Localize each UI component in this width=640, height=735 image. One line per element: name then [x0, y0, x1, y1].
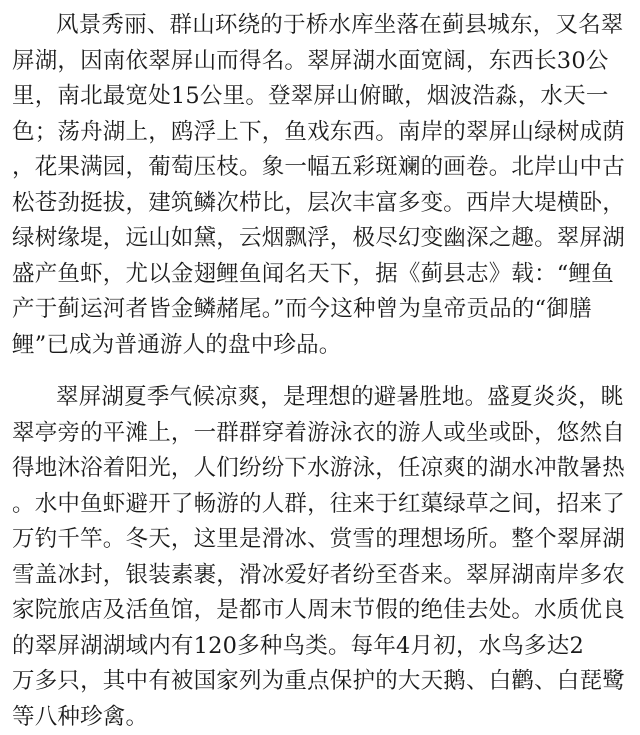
- text-line: 绿树缘堤，远山如黛，云烟飘浮，极尽幻变幽深之趣。翠屏湖: [12, 221, 634, 257]
- text-line: 。水中鱼虾避开了畅游的人群，往来于红蕖绿草之间，招来了: [12, 487, 634, 523]
- paragraph-1: [12, 8, 634, 363]
- text-line: 盛产鱼虾，尤以金翅鲤鱼闻名天下，据《蓟县志》载：“鲤鱼: [12, 257, 634, 293]
- text-line: 得地沐浴着阳光，人们纷纷下水游泳，任凉爽的湖水冲散暑热: [12, 451, 634, 487]
- paragraph-2: [12, 380, 634, 735]
- text-line: 翠屏湖夏季气候凉爽，是理想的避暑胜地。盛夏炎炎，眺: [12, 380, 634, 416]
- text-line: ，花果满园，葡萄压枝。象一幅五彩斑斓的画卷。北岸山中古: [12, 150, 634, 186]
- text-line: 屏湖，因南依翠屏山而得名。翠屏湖水面宽阔，东西长30公: [12, 44, 634, 80]
- text-line: 万钓千竿。冬天，这里是滑冰、赏雪的理想场所。整个翠屏湖: [12, 522, 634, 558]
- text-line: 风景秀丽、群山环绕的于桥水库坐落在蓟县城东，又名翠: [12, 8, 634, 44]
- text-line: 翠亭旁的平滩上，一群群穿着游泳衣的游人或坐或卧，悠然自: [12, 416, 634, 452]
- text-line: 等八种珍禽。: [12, 700, 634, 735]
- text-line: 的翠屏湖湖域内有120多种鸟类。每年4月初，水鸟多达2: [12, 629, 634, 665]
- text-line: 鲤”已成为普通游人的盘中珍品。: [12, 328, 634, 364]
- text-line: 雪盖冰封，银装素裹，滑冰爱好者纷至沓来。翠屏湖南岸多农: [12, 558, 634, 594]
- text-line: 里，南北最宽处15公里。登翠屏山俯瞰，烟波浩淼，水天一: [12, 79, 634, 115]
- text-line: 色；荡舟湖上，鸥浮上下，鱼戏东西。南岸的翠屏山绿树成荫: [12, 115, 634, 151]
- text-line: 产于蓟运河者皆金鳞赭尾。”而今这种曾为皇帝贡品的“御膳: [12, 292, 634, 328]
- text-line: 松苍劲挺拔，建筑鳞次栉比，层次丰富多变。西岸大堤横卧，: [12, 186, 634, 222]
- text-line: 万多只，其中有被国家列为重点保护的大天鹅、白鹳、白琵鹭: [12, 664, 634, 700]
- text-line: 家院旅店及活鱼馆，是都市人周末节假的绝佳去处。水质优良: [12, 593, 634, 629]
